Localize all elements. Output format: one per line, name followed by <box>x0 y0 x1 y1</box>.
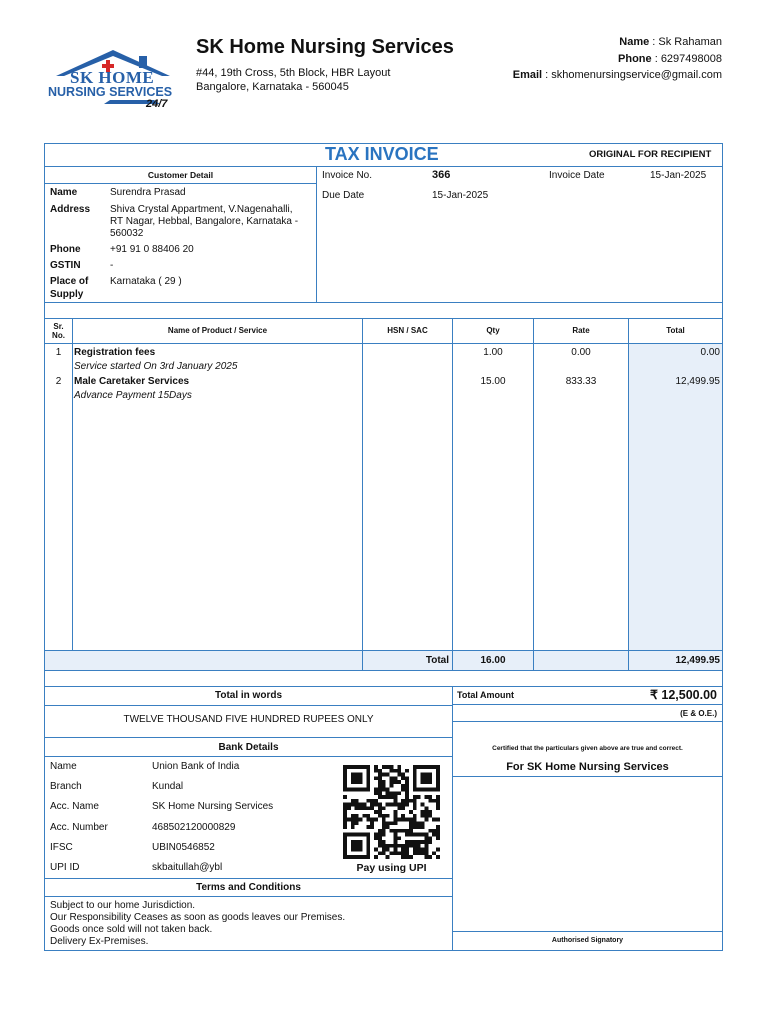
bank-value: Union Bank of India <box>152 761 240 772</box>
contact-name: Name : Sk Rahaman <box>619 36 722 48</box>
bank-label: Acc. Number <box>50 822 108 833</box>
due-date-label: Due Date <box>322 190 365 201</box>
total-amount: ₹ 12,500.00 <box>649 688 717 702</box>
row-sr: 1 <box>55 347 62 358</box>
for-company: For SK Home Nursing Services <box>506 761 669 773</box>
contact-phone: Phone : 6297498008 <box>618 53 722 65</box>
logo-line-1: SK HOME <box>70 68 155 87</box>
logo-line-3: 24/7 <box>146 98 168 110</box>
bank-label: Acc. Name <box>50 801 99 812</box>
terms-line-4: Delivery Ex-Premises. <box>50 936 149 947</box>
total-in-words: TWELVE THOUSAND FIVE HUNDRED RUPEES ONLY <box>123 714 374 725</box>
company-address-1: #44, 19th Cross, 5th Block, HBR Layout <box>196 67 391 79</box>
divider <box>44 183 317 184</box>
table-total-column-shade <box>628 343 722 650</box>
row-product: Male Caretaker Services <box>74 376 190 387</box>
divider <box>44 737 453 738</box>
divider <box>44 166 723 167</box>
qr-caption: Pay using UPI <box>356 862 427 874</box>
invoice-no: 366 <box>432 169 451 181</box>
bank-label: IFSC <box>50 842 73 853</box>
divider <box>44 650 723 651</box>
invoice-date: 15-Jan-2025 <box>650 170 707 181</box>
divider <box>44 896 453 897</box>
copy-label: ORIGINAL FOR RECIPIENT <box>589 149 712 160</box>
divider <box>72 318 73 650</box>
customer-name-label: Name <box>50 187 78 198</box>
total-in-words-heading: Total in words <box>214 690 283 701</box>
divider <box>452 931 723 932</box>
eoe-label: (E & O.E.) <box>680 709 717 718</box>
col-header-sr-1: Sr. <box>53 322 64 331</box>
divider <box>452 721 723 722</box>
col-header-total: Total <box>666 326 685 335</box>
col-header-qty: Qty <box>486 326 500 335</box>
bank-value: UBIN0546852 <box>152 842 215 853</box>
customer-address-1: Shiva Crystal Appartment, V.Nagenahalli, <box>110 204 293 215</box>
contact-email-label: Email <box>512 69 543 81</box>
company-name: SK Home Nursing Services <box>196 36 454 58</box>
divider <box>452 686 453 951</box>
row-description: Service started On 3rd January 2025 <box>74 361 238 372</box>
col-header-name: Name of Product / Service <box>167 326 268 335</box>
footer-total-label: Total <box>425 655 449 666</box>
customer-phone: +91 91 0 88406 20 <box>110 244 194 255</box>
logo-line-2: NURSING SERVICES <box>48 85 173 99</box>
invoice-no-label: Invoice No. <box>322 170 373 181</box>
terms-line-2: Our Responsibility Ceases as soon as goods leaves our Premises. <box>50 912 346 923</box>
row-product: Registration fees <box>74 347 156 358</box>
invoice-title: TAX INVOICE <box>325 144 439 164</box>
row-rate: 0.00 <box>571 347 591 358</box>
customer-name: Surendra Prasad <box>110 187 186 198</box>
place-of-supply-label-1: Place of <box>50 276 89 287</box>
divider <box>533 318 534 670</box>
divider <box>362 318 363 670</box>
contact-email-value: skhomenursingservice@gmail.com <box>551 69 722 81</box>
divider <box>452 776 723 777</box>
bank-heading: Bank Details <box>218 742 279 753</box>
row-total: 12,499.95 <box>675 376 720 387</box>
terms-heading: Terms and Conditions <box>196 882 301 893</box>
customer-address-2: RT Nagar, Hebbal, Bangalore, Karnataka - <box>110 216 299 227</box>
divider <box>44 343 723 344</box>
bank-value: SK Home Nursing Services <box>152 801 274 812</box>
row-description: Advance Payment 15Days <box>74 390 192 401</box>
row-rate: 833.33 <box>565 376 597 387</box>
row-qty: 15.00 <box>480 376 506 387</box>
divider <box>628 318 629 670</box>
bank-label: UPI ID <box>50 862 80 873</box>
col-header-hsn: HSN / SAC <box>387 326 428 335</box>
contact-phone-value: 6297498008 <box>660 53 722 65</box>
contact-name-label: Name <box>619 36 650 48</box>
company-logo <box>46 46 180 112</box>
footer-total: 12,499.95 <box>675 655 720 666</box>
divider <box>44 756 453 757</box>
row-total: 0.00 <box>700 347 720 358</box>
terms-line-1: Subject to our home Jurisdiction. <box>50 900 196 911</box>
bank-label: Branch <box>50 781 82 792</box>
row-sr: 2 <box>55 376 62 387</box>
due-date: 15-Jan-2025 <box>432 190 489 201</box>
terms-line-3: Goods once sold will not taken back. <box>50 924 213 935</box>
footer-qty: 16.00 <box>480 655 506 666</box>
bank-label: Name <box>50 761 77 772</box>
place-of-supply: Karnataka ( 29 ) <box>110 276 182 287</box>
divider <box>44 705 453 706</box>
invoice-date-label: Invoice Date <box>549 170 605 181</box>
contact-name-value: Sk Rahaman <box>658 36 722 48</box>
divider <box>44 878 453 879</box>
customer-heading: Customer Detail <box>147 170 214 180</box>
contact-email: Email : skhomenursingservice@gmail.com <box>512 69 722 81</box>
upi-qr-code-icon[interactable] <box>343 765 440 859</box>
contact-phone-label: Phone <box>618 53 652 65</box>
place-of-supply-label-2: Supply <box>50 289 84 300</box>
divider <box>44 302 723 303</box>
bank-value: skbaitullah@ybl <box>152 862 223 873</box>
divider <box>44 670 723 671</box>
divider <box>44 318 723 319</box>
bank-value: Kundal <box>152 781 184 792</box>
customer-gstin: - <box>110 260 114 271</box>
customer-phone-label: Phone <box>50 244 81 255</box>
divider <box>452 318 453 670</box>
divider <box>316 166 317 303</box>
total-amount-label: Total Amount <box>457 690 514 700</box>
bank-value: 468502120000829 <box>152 822 236 833</box>
col-header-rate: Rate <box>572 326 590 335</box>
customer-address-3: 560032 <box>110 228 144 239</box>
certified-note: Certified that the particulars given above are true and correct. <box>492 745 683 752</box>
col-header-sr-2: No. <box>52 331 65 340</box>
customer-gstin-label: GSTIN <box>50 260 81 271</box>
row-qty: 1.00 <box>483 347 503 358</box>
divider <box>452 704 723 705</box>
company-address-2: Bangalore, Karnataka - 560045 <box>196 81 349 93</box>
customer-address-label: Address <box>50 204 91 215</box>
authorised-signatory: Authorised Signatory <box>551 937 624 944</box>
